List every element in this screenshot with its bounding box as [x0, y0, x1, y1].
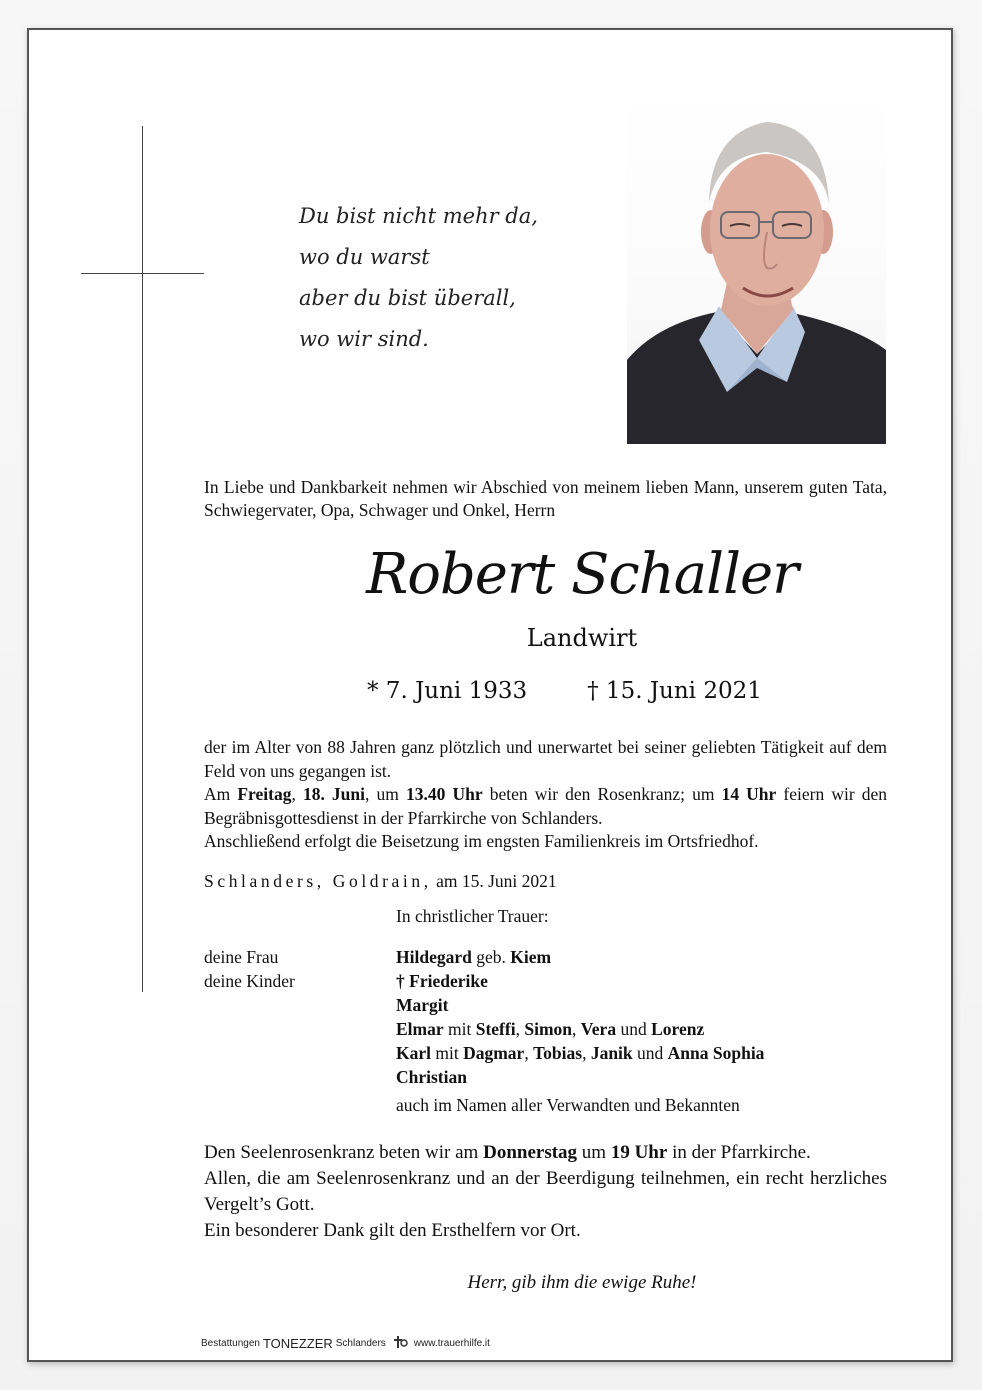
child-item [396, 969, 764, 993]
grandchild-name: Janik [590, 1043, 633, 1063]
relatives-note: auch im Namen aller Verwandten und Bekannten [396, 1095, 740, 1115]
announcement-text [204, 736, 887, 854]
text-um: um [581, 1142, 607, 1163]
text-service: feiern wir den Begräbnisgottesdienst in der Pfarrkirche von Schlanders. [204, 784, 888, 828]
verse-line: aber du bist überall, [299, 286, 516, 310]
time-service: 14 Uhr [721, 784, 777, 804]
mourner-row-wife [204, 945, 764, 969]
child-item [396, 993, 764, 1017]
footer-website[interactable]: www.trauerhilfe.it [413, 1338, 490, 1349]
text-und: und [637, 1043, 664, 1063]
footer-town: Schlanders [335, 1338, 386, 1349]
child-name: Christian [396, 1067, 467, 1087]
grandchild-name: Dagmar [463, 1043, 525, 1063]
memorial-verse [299, 196, 538, 360]
text-mit: mit [448, 1019, 472, 1039]
mourner-label: deine Frau [204, 947, 279, 967]
death-date: † 15. Juni 2021 [587, 678, 762, 704]
announcement-line: Anschließend erfolgt die Beisetzung im engsten Familienkreis im Ortsfriedhof. [204, 831, 759, 851]
announcement-schedule [204, 783, 887, 830]
text-und: und [620, 1019, 647, 1039]
children-list [396, 969, 764, 1117]
time-rosary-evening: 19 Uhr [610, 1142, 668, 1163]
prayer-text: Herr, gib ihm die ewige Ruhe! [467, 1272, 697, 1293]
grandchild-name: Lorenz [651, 1019, 705, 1039]
mourners-list [204, 945, 764, 1117]
grief-heading: In christlicher Trauer: [396, 906, 549, 926]
cross-icon-bar [81, 273, 204, 274]
deceased-name [29, 542, 951, 607]
closing-rosary [204, 1140, 887, 1166]
footer-brand: TONEZZER [262, 1336, 333, 1351]
grandchild-name: Anna Sophia [667, 1043, 765, 1063]
footer-prefix: Bestattungen [201, 1338, 260, 1349]
portrait-photo [627, 92, 886, 444]
closing-special-thanks: Ein besonderer Dank gilt den Ersthelfern vor Ort. [204, 1220, 581, 1241]
place-date-text: am 15. Juni 2021 [436, 871, 557, 891]
date-18-juni: 18. Juni [302, 784, 366, 804]
obituary-card [27, 28, 953, 1362]
child-item: Karl mit Dagmar, Tobias, Janik und Anna Sophia [396, 1043, 765, 1063]
wife-geb: geb. [476, 947, 506, 967]
mourner-value [396, 945, 551, 969]
closing-text [204, 1140, 887, 1244]
intro-text: In Liebe und Dankbarkeit nehmen wir Abschied von meinem lieben Mann, unserem guten Tata, Schwiegervater, Opa, Schwager und Onkel, Herrn [204, 477, 887, 520]
life-dates [367, 678, 762, 704]
place-date [204, 871, 557, 892]
place-towns: Schlanders, Goldrain, [204, 871, 432, 891]
verse-line: wo wir sind. [299, 327, 429, 351]
text-mit: mit [435, 1043, 459, 1063]
text-um: , um [365, 784, 399, 804]
child-item [396, 1065, 764, 1089]
closing-thanks: Allen, die am Seelenrosenkranz und an der Beerdigung teilnehmen, ein recht herzliches Vergelt’s Gott. [204, 1168, 887, 1215]
grandchild-name: Simon [524, 1019, 572, 1039]
text-church: in der Pfarrkirche. [672, 1142, 811, 1163]
child-name: Karl [396, 1043, 431, 1063]
deceased-name-text: Robert Schaller [366, 542, 798, 607]
verse-line: wo du warst [299, 245, 430, 269]
occupation-text: Landwirt [526, 624, 638, 652]
verse-line: Du bist nicht mehr da, [299, 204, 538, 228]
prayer [29, 1272, 951, 1294]
day-donnerstag: Donnerstag [483, 1142, 578, 1163]
occupation [29, 624, 951, 652]
time-rosary: 13.40 Uhr [405, 784, 483, 804]
text-am: Am [204, 784, 231, 804]
text-rosary-intro: Den Seelenrosenkranz beten wir am [204, 1142, 479, 1163]
text-comma: , [291, 784, 296, 804]
wife-name: Hildegard [396, 947, 472, 967]
announcement-line: der im Alter von 88 Jahren ganz plötzlich und unerwartet bei seiner geliebten Tätigkeit auf dem Feld von uns gegangen ist. [204, 737, 887, 781]
child-name: Elmar [396, 1019, 444, 1039]
mourner-label: deine Kinder [204, 971, 295, 991]
grandchild-name: Tobias [533, 1043, 583, 1063]
birth-date: * 7. Juni 1933 [367, 678, 528, 704]
child-name: Margit [396, 995, 449, 1015]
grandchild-name: Steffi [475, 1019, 516, 1039]
wife-maiden-name: Kiem [510, 947, 552, 967]
child-item: Elmar mit Steffi, Simon, Vera und Lorenz [396, 1019, 705, 1039]
day-freitag: Freitag [237, 784, 292, 804]
grandchild-name: Vera [580, 1019, 617, 1039]
portrait-illustration [627, 92, 886, 444]
trauerhilfe-logo-icon [392, 1336, 408, 1351]
child-name: † Friederike [396, 971, 488, 991]
footer [201, 1336, 490, 1351]
mourner-row-children [204, 969, 764, 1117]
text-rosary: beten wir den Rosenkranz; um [489, 784, 715, 804]
